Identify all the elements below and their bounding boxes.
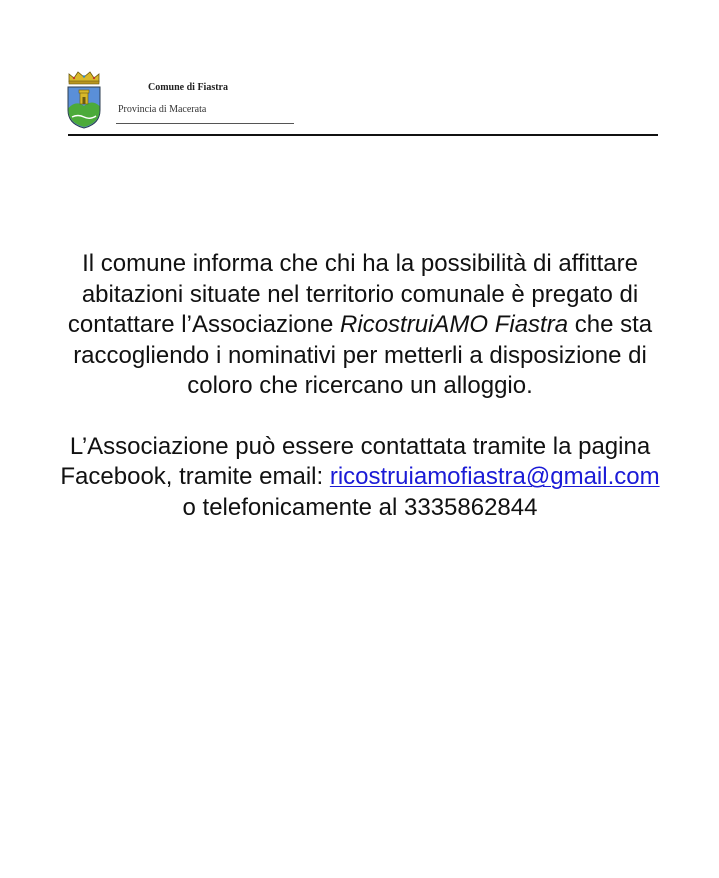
association-name: RicostruiAMO Fiastra [340,311,569,338]
paragraph-spacer [60,402,660,432]
municipal-crest-icon [66,70,102,130]
notice-text-2a: L’Associazione può essere contattata tramite la pagina Facebook, tramite email: [60,432,651,490]
notice-body [60,249,660,523]
email-link[interactable]: ricostruiamofiastra@gmail.com [329,463,660,490]
notice-text-1b: che sta raccogliendo i nominativi per metterli a disposizione di coloro che ricercano un alloggio. [73,311,653,399]
phone-number: 3335862844 [404,493,538,521]
notice-paragraph-1 [60,249,660,402]
header-rule [68,134,658,136]
province-name: Provincia di Macerata [118,104,207,115]
letterhead [66,70,658,136]
letterhead-divider [116,123,294,124]
notice-text-2b: o telefonicamente al [182,493,404,521]
notice-paragraph-2 [60,432,660,524]
municipality-name: Comune di Fiastra [148,82,228,93]
notice-text-1a: Il comune informa che chi ha la possibilità di affittare abitazioni situate nel territorio comunale è pregato di contattare l’Associazione [67,250,639,338]
